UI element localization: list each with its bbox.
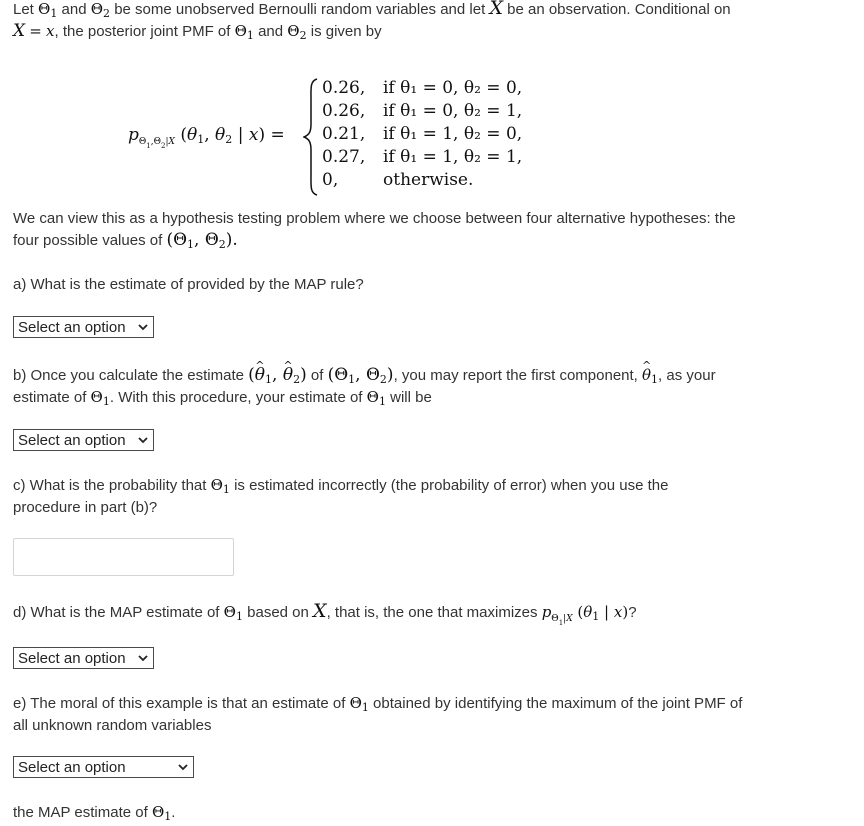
question-e-select[interactable]: Select an option [13, 756, 194, 778]
question-c-answer-input[interactable] [13, 538, 234, 576]
question-c-text: c) What is the probability that $\Theta_1$ is estimated incorrectly (the probability of error) when you use the procedure in part (b)? [13, 476, 669, 516]
pmf-value-5: 0, [322, 170, 339, 190]
chevron-down-icon [137, 655, 149, 662]
chevron-down-icon [137, 324, 149, 331]
chevron-down-icon [177, 764, 189, 771]
pmf-equation [0, 73, 864, 198]
hypothesis-paragraph: We can view this as a hypothesis testing problem where we choose between four alternative hypotheses: the four possible values of ($\Theta_1$, $\Theta_2$). [13, 210, 736, 251]
chevron-down-icon [137, 437, 149, 444]
question-a-text: a) What is the estimate of provided by the MAP rule? [13, 276, 364, 293]
pmf-value-4: 0.27, [322, 147, 366, 167]
question-e-trailing-text: the MAP estimate of $\Theta_1$. [13, 803, 176, 823]
question-a-select[interactable]: Select an option [13, 316, 154, 338]
pmf-value-3: 0.21, [322, 124, 366, 144]
question-d-text: d) What is the MAP estimate of $\Theta_1$ based on X, that is, the one that maximizes $p_{\Theta_1|X}$ ($\theta_1$ | x)? [13, 600, 637, 627]
question-d-select[interactable]: Select an option [13, 647, 154, 669]
pmf-condition-3: if θ₁ = 1, θ₂ = 0, [383, 124, 523, 144]
pmf-condition-5: otherwise. [383, 170, 474, 190]
question-b-select[interactable]: Select an option [13, 429, 154, 451]
question-b-text: b) Once you calculate the estimate (^ $\theta_1$, ^ $\theta_2$) of ($\Theta_1$, $\Theta_2$), you may report the first component, ^ $\theta_1$, as your estimate of $\Theta_1$. With this procedure, your estimate of $\Theta_1$ will be [13, 365, 833, 408]
pmf-value-1: 0.26, [322, 78, 366, 98]
question-e-text: e) The moral of this example is that an estimate of $\Theta_1$ obtained by identifying the maximum of the joint PMF of all unknown random variables [13, 694, 743, 734]
pmf-lhs: $p_{\Theta_1,\Theta_2|X}$ ($\theta_1$, $\theta_2$ | x) = [128, 125, 285, 150]
pmf-value-2: 0.26, [322, 101, 366, 121]
pmf-condition-4: if θ₁ = 1, θ₂ = 1, [383, 147, 523, 167]
pmf-condition-2: if θ₁ = 0, θ₂ = 1, [383, 101, 523, 121]
left-brace [303, 78, 319, 196]
pmf-condition-1: if θ₁ = 0, θ₂ = 0, [383, 78, 523, 98]
intro-paragraph: Let $\Theta_1$ and $\Theta_2$ be some unobserved Bernoulli random variables and let X be an observation. Conditional on X = x, the posterior joint PMF of $\Theta_1$ and $\Theta_2$ is given by [13, 0, 731, 42]
